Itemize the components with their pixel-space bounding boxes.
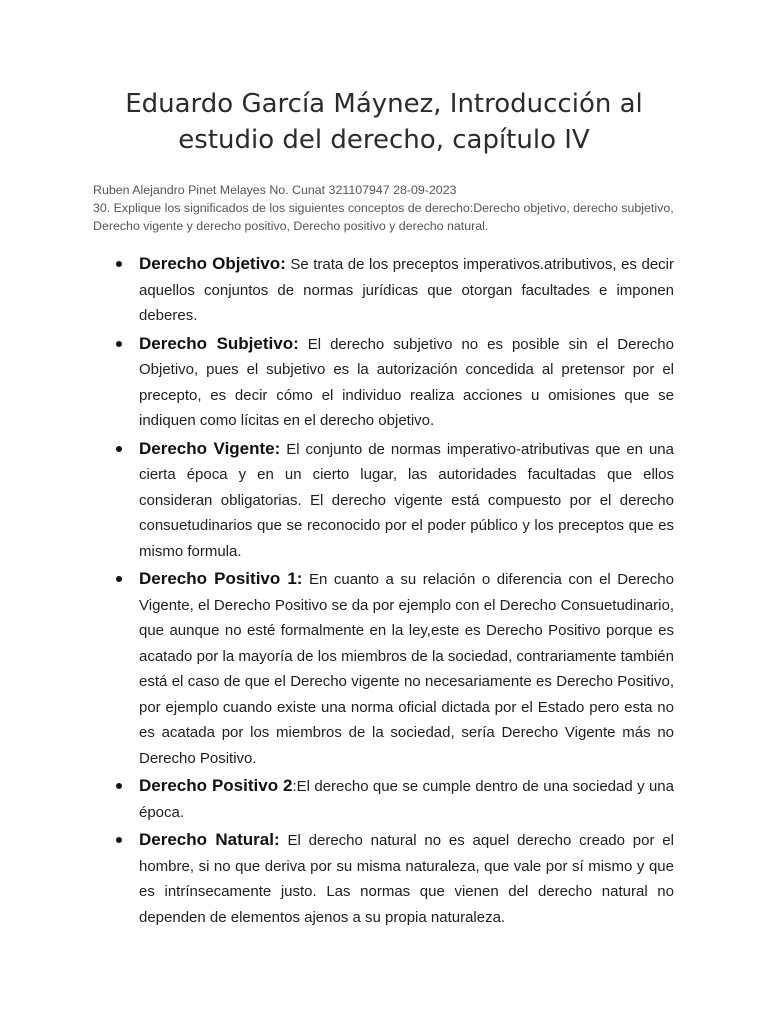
definition-text: El conjunto de normas imperativo-atributivas que en una cierta época y en un cierto lugar, las autoridades facultadas que ellos consideran obligatorias. El derecho vigente está compuesto por el derecho consuetudinarios que se reconocido por el poder público y los preceptos que es mismo formula.: [139, 440, 674, 560]
definition-text: El derecho subjetivo no es posible sin el Derecho Objetivo, pues el subjetivo es la autorización concedida al pretensor por el precepto, es decir cómo el individuo realiza acciones u omisiones que se indiquen como lícitas en el derecho objetivo.: [139, 335, 674, 429]
bullet-icon: [116, 576, 122, 582]
definition-term: Derecho Objetivo:: [139, 254, 286, 273]
definition-text: En cuanto a su relación o diferencia con el Derecho Vigente, el Derecho Positivo se da por ejemplo con el Derecho Consuetudinario, que aunque no esté formalmente en la ley,este es Derecho Positivo porque es acatado por la mayoría de los miembros de la sociedad, contrariamente también está el caso de que el Derecho vigente no necesariamente es Derecho Positivo, por ejemplo cuando existe una norma oficial dictada por el Estado pero esta no es acatada por los miembros de la sociedad, sería Derecho Vigente más no Derecho Positivo.: [139, 571, 674, 767]
title-line-1: Eduardo García Máynez, Introducción al: [125, 89, 643, 119]
definition-term: Derecho Vigente:: [139, 438, 281, 458]
document-meta: [93, 181, 683, 235]
bullet-icon: [116, 837, 122, 843]
definition-item: [111, 436, 674, 565]
bullet-icon: [116, 261, 122, 267]
definition-term: Derecho Subjetivo:: [139, 333, 299, 353]
definition-item: [111, 827, 674, 930]
definition-item: [111, 251, 674, 329]
definitions-list: [111, 251, 674, 932]
question-text: 30. Explique los significados de los siguientes conceptos de derecho:Derecho objetivo, derecho subjetivo, Derecho vigente y derecho positivo, Derecho positivo y derecho natural.: [93, 201, 674, 233]
definition-text: Se trata de los preceptos imperativos.atributivos, es decir aquellos conjuntos de normas jurídicas que otorgan facultades e imponen deberes.: [139, 256, 674, 324]
definition-item: [111, 566, 674, 771]
title-line-2: estudio del derecho, capítulo IV: [178, 125, 590, 155]
definition-term: Derecho Natural:: [139, 830, 280, 849]
definition-term: Derecho Positivo 2: [139, 776, 293, 795]
definition-item: [111, 331, 674, 434]
definition-term: Derecho Positivo 1:: [139, 569, 303, 588]
document-title: [60, 86, 708, 158]
definition-item: [111, 773, 674, 825]
bullet-icon: [116, 341, 122, 347]
definition-text: El derecho natural no es aquel derecho creado por el hombre, si no que deriva por su misma naturaleza, que vale por sí mismo y que es intrínsecamente justo. Las normas que vienen del derecho natural no dependen de elementos ajenos a su propia naturaleza.: [139, 832, 674, 926]
definition-text: :El derecho que se cumple dentro de una sociedad y una época.: [139, 778, 674, 821]
author-line: Ruben Alejandro Pinet Melayes No. Cunat 321107947 28-09-2023: [93, 183, 457, 197]
bullet-icon: [116, 783, 122, 789]
bullet-icon: [116, 446, 122, 452]
